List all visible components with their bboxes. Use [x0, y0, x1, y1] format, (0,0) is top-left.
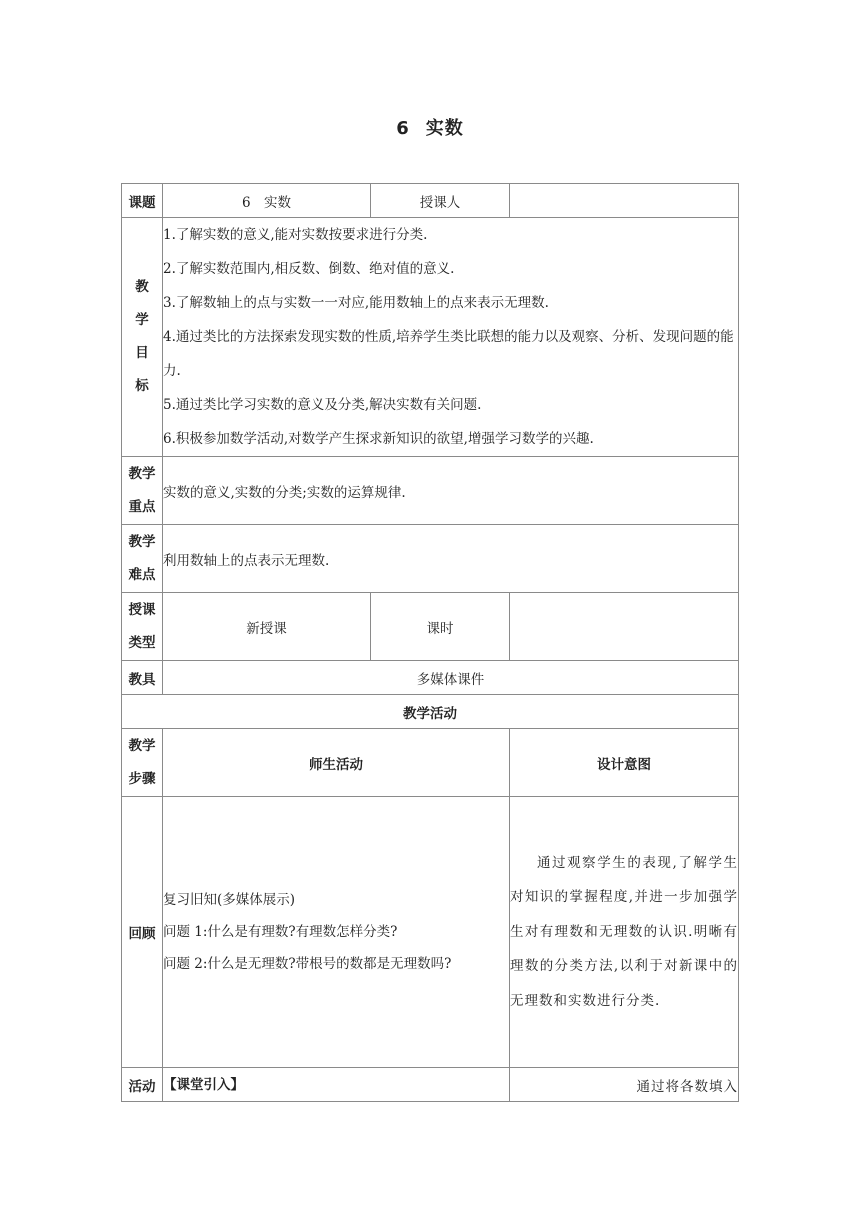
- review-line: 复习旧知(多媒体展示): [163, 892, 296, 908]
- key-points-text: 实数的意义,实数的分类;实数的运算规律.: [163, 457, 739, 525]
- goal-item: 4.通过类比的方法探索发现实数的性质,培养学生类比联想的能力以及观察、分析、发现问题的能力.: [163, 329, 734, 379]
- difficulties-text: 利用数轴上的点表示无理数.: [163, 525, 739, 593]
- goals-label-char: 标: [135, 378, 149, 394]
- goal-item: 5.通过类比学习实数的意义及分类,解决实数有关问题.: [163, 397, 482, 413]
- tools-value: 多媒体课件: [163, 661, 739, 695]
- teacher-value: [510, 184, 739, 218]
- step-label: [122, 729, 163, 797]
- lesson-plan-table: [121, 183, 739, 1102]
- goals-label-char: 教: [135, 279, 149, 295]
- lesson-type-value: 新授课: [163, 593, 371, 661]
- activities-header-row: [122, 729, 739, 797]
- review-line: 问题 1:什么是有理数?有理数怎样分类?: [163, 924, 398, 940]
- activity-design: 通过将各数填入: [510, 1068, 739, 1102]
- step-label-line: 教学: [128, 737, 156, 754]
- goals-label: [122, 218, 163, 457]
- goal-item: 3.了解数轴上的点与实数一一对应,能用数轴上的点来表示无理数.: [163, 295, 549, 311]
- key-points-label: [122, 457, 163, 525]
- difficulties-row: [122, 525, 739, 593]
- lesson-type-row: [122, 593, 739, 661]
- topic-value: 6 实数: [163, 184, 371, 218]
- review-label: 回顾: [122, 797, 163, 1068]
- design-column-header: 设计意图: [510, 729, 739, 797]
- lesson-hours-value: [510, 593, 739, 661]
- review-design: 通过观察学生的表现,了解学生对知识的掌握程度,并进一步加强学生对有理数和无理数的认识.明晰有理数的分类方法,以利于对新课中的无理数和实数进行分类.: [510, 797, 739, 1068]
- topic-label: 课题: [122, 184, 163, 218]
- activities-heading: 教学活动: [122, 695, 739, 729]
- goal-item: 2.了解实数范围内,相反数、倒数、绝对值的意义.: [163, 261, 455, 277]
- step-label-line: 步骤: [128, 770, 156, 787]
- lesson-type-label-line: 类型: [128, 634, 156, 651]
- activity-column-header: 师生活动: [163, 729, 510, 797]
- tools-label: 教具: [122, 661, 163, 695]
- goal-item: 1.了解实数的意义,能对实数按要求进行分类.: [163, 227, 428, 243]
- activity-content: 【课堂引入】: [163, 1068, 510, 1102]
- lesson-type-label: [122, 593, 163, 661]
- difficulties-label-line: 难点: [128, 566, 156, 583]
- goals-row: [122, 218, 739, 457]
- tools-row: [122, 661, 739, 695]
- activity-label: 活动: [122, 1068, 163, 1102]
- key-points-label-line: 重点: [128, 498, 156, 515]
- goals-content: [163, 218, 739, 457]
- review-line: 问题 2:什么是无理数?带根号的数都是无理数吗?: [163, 956, 452, 972]
- review-row: [122, 797, 739, 1068]
- difficulties-label-line: 教学: [128, 533, 156, 550]
- key-points-row: [122, 457, 739, 525]
- title-text: 实数: [425, 118, 464, 139]
- goals-label-char: 目: [135, 345, 149, 361]
- lesson-hours-label: 课时: [371, 593, 510, 661]
- page-title: [0, 114, 860, 140]
- activity-row: [122, 1068, 739, 1102]
- lesson-type-label-line: 授课: [128, 601, 156, 618]
- topic-row: [122, 184, 739, 218]
- teacher-label: 授课人: [371, 184, 510, 218]
- goal-item: 6.积极参加数学活动,对数学产生探求新知识的欲望,增强学习数学的兴趣.: [163, 431, 594, 447]
- review-content: [163, 797, 510, 1068]
- goals-label-char: 学: [135, 312, 149, 328]
- difficulties-label: [122, 525, 163, 593]
- key-points-label-line: 教学: [128, 465, 156, 482]
- title-number: 6: [396, 118, 410, 139]
- activities-heading-row: [122, 695, 739, 729]
